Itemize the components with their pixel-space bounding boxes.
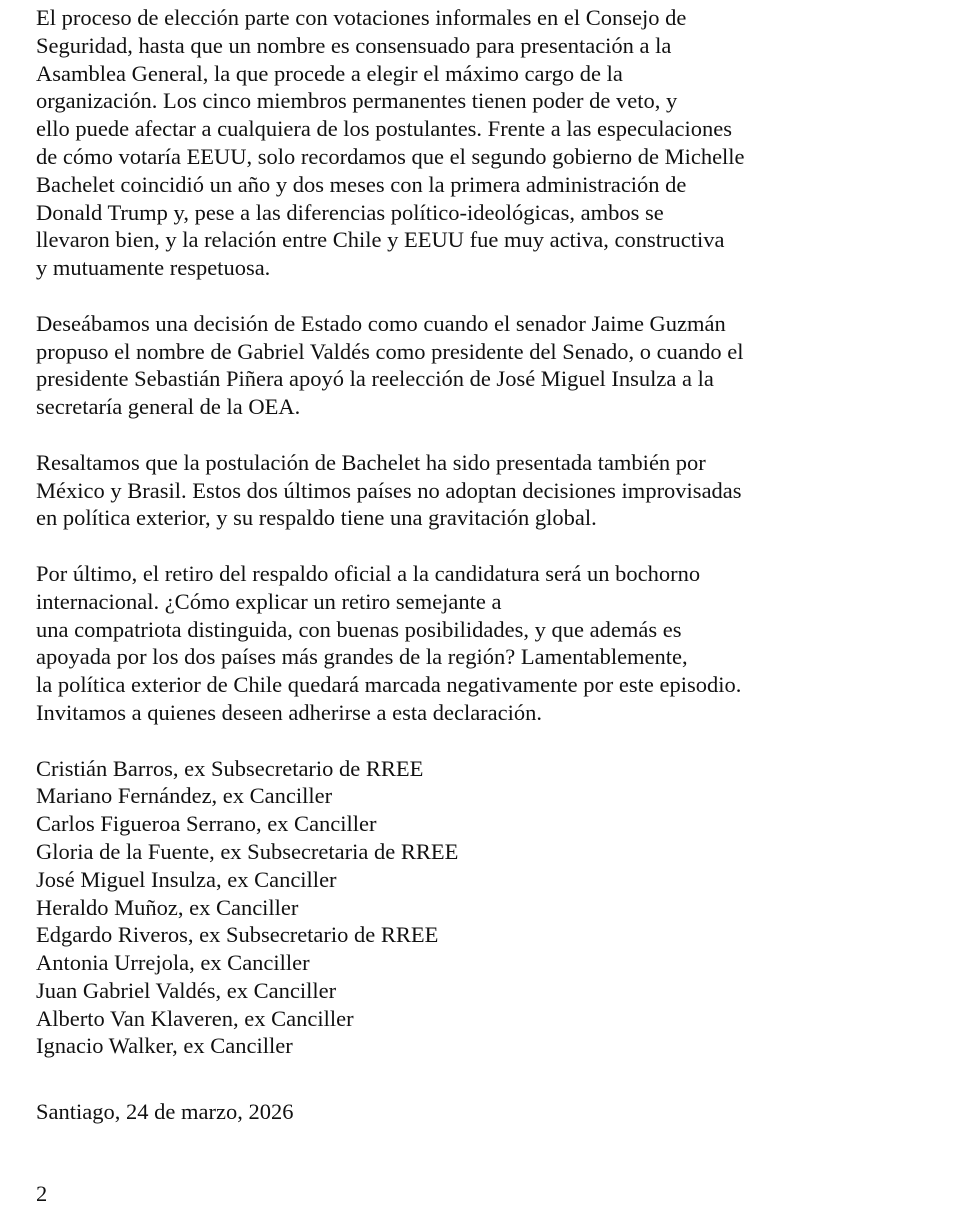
text-line: presidente Sebastián Piñera apoyó la reelección de José Miguel Insulza a la [36, 366, 714, 392]
page-number: 2 [36, 1181, 48, 1206]
signatory: Mariano Fernández, ex Canciller [36, 783, 333, 809]
signatory: Antonia Urrejola, ex Canciller [36, 950, 310, 976]
paragraph-state-decision [36, 310, 956, 421]
text-line: Donald Trump y, pese a las diferencias político-ideológicas, ambos se [36, 199, 664, 225]
signatory: Juan Gabriel Valdés, ex Canciller [36, 977, 337, 1003]
text-line: México y Brasil. Estos dos últimos países no adoptan decisiones improvisadas [36, 477, 742, 503]
text-line: de cómo votaría EEUU, solo recordamos que el segundo gobierno de Michelle [36, 143, 745, 169]
signatory: Gloria de la Fuente, ex Subsecretaria de RREE [36, 838, 459, 864]
signatory: Carlos Figueroa Serrano, ex Canciller [36, 811, 377, 837]
signatory: Ignacio Walker, ex Canciller [36, 1033, 293, 1059]
text-line: Resaltamos que la postulación de Bachelet ha sido presentada también por [36, 449, 706, 475]
text-line: Bachelet coincidió un año y dos meses con la primera administración de [36, 171, 687, 197]
text-line: organización. Los cinco miembros permanentes tienen poder de veto, y [36, 88, 678, 114]
text-line: propuso el nombre de Gabriel Valdés como presidente del Senado, o cuando el [36, 338, 744, 364]
place-and-date: Santiago, 24 de marzo, 2026 [36, 1099, 294, 1124]
text-line: una compatriota distinguida, con buenas posibilidades, y que además es [36, 616, 682, 642]
paragraph-election-process [36, 4, 956, 282]
text-line: apoyada por los dos países más grandes de la región? Lamentablemente, [36, 644, 688, 670]
text-line: llevaron bien, y la relación entre Chile y EEUU fue muy activa, constructiva [36, 227, 725, 253]
text-line: Deseábamos una decisión de Estado como cuando el senador Jaime Guzmán [36, 310, 726, 336]
text-line: la política exterior de Chile quedará marcada negativamente por este episodio. [36, 672, 742, 698]
text-line: en política exterior, y su respaldo tiene una gravitación global. [36, 505, 597, 531]
paragraph-mexico-brazil [36, 449, 956, 532]
text-line: secretaría general de la OEA. [36, 394, 301, 420]
text-line: internacional. ¿Cómo explicar un retiro semejante a [36, 588, 502, 614]
signatory: Edgardo Riveros, ex Subsecretario de RREE [36, 922, 439, 948]
text-line: y mutuamente respetuosa. [36, 255, 271, 281]
text-line: ello puede afectar a cualquiera de los postulantes. Frente a las especulaciones [36, 116, 732, 142]
signatory: Heraldo Muñoz, ex Canciller [36, 894, 299, 920]
signatory: José Miguel Insulza, ex Canciller [36, 866, 337, 892]
text-line: Por último, el retiro del respaldo oficial a la candidatura será un bochorno [36, 560, 701, 586]
signatory: Alberto Van Klaveren, ex Canciller [36, 1005, 354, 1031]
text-line: Invitamos a quienes deseen adherirse a esta declaración. [36, 699, 543, 725]
document-body [36, 4, 956, 1060]
text-line: Asamblea General, la que procede a elegir el máximo cargo de la [36, 60, 623, 86]
signatory: Cristián Barros, ex Subsecretario de RREE [36, 755, 424, 781]
paragraph-conclusion [36, 560, 956, 727]
text-line: El proceso de elección parte con votaciones informales en el Consejo de [36, 5, 687, 30]
text-line: Seguridad, hasta que un nombre es consensuado para presentación a la [36, 32, 672, 58]
signatories-list [36, 755, 956, 1061]
